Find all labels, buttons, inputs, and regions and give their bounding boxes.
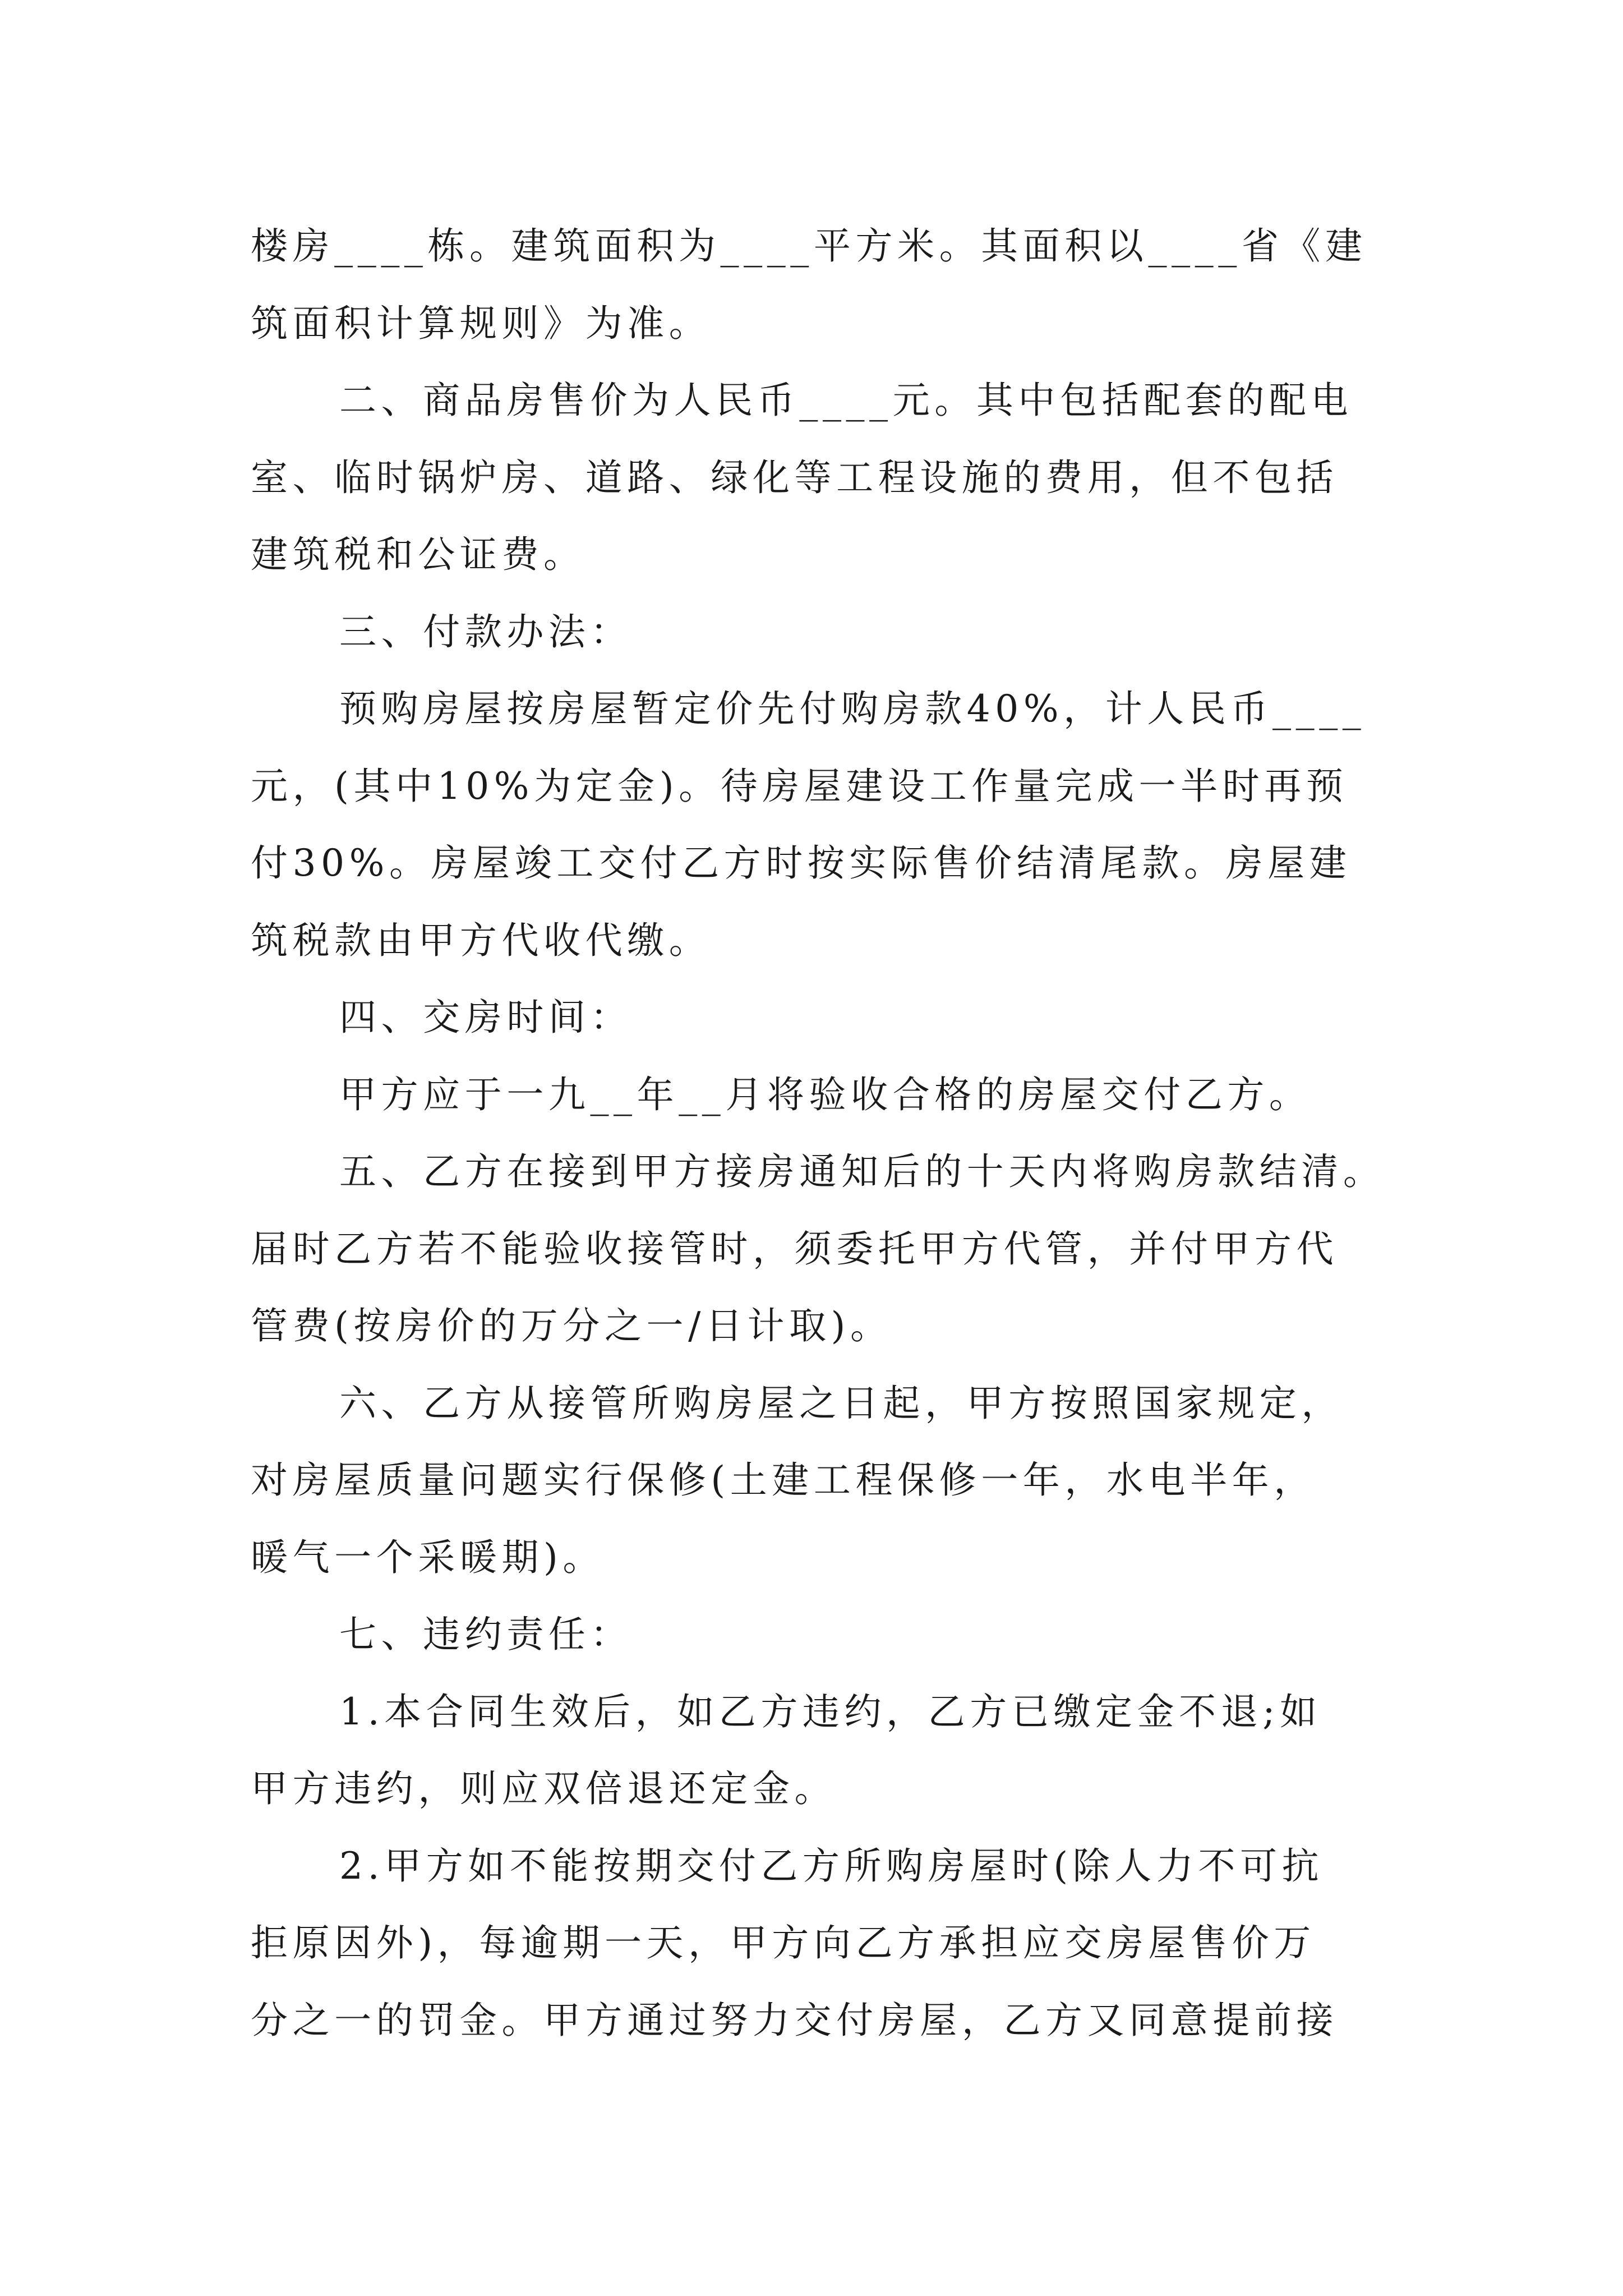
text-line: 筑面积计算规则》为准。 (251, 301, 711, 345)
text-line: 届时乙方若不能验收接管时，须委托甲方代管，并付甲方代 (251, 1227, 1339, 1271)
text-line: 元，(其中10%为定金)。待房屋建设工作量完成一半时再预 (251, 764, 1348, 808)
text-line: 甲方应于一九__年__月将验收合格的房屋交付乙方。 (339, 1073, 1311, 1116)
text-line: 六、乙方从接管所购房屋之日起，甲方按照国家规定， (339, 1381, 1343, 1425)
text-line: 对房屋质量问题实行保修(土建工程保修一年，水电半年， (251, 1458, 1316, 1502)
text-line: 拒原因外)，每逾期一天，甲方向乙方承担应交房屋售价万 (251, 1921, 1316, 1964)
text-line: 三、付款办法： (339, 610, 633, 654)
text-line: 分之一的罚金。甲方通过努力交付房屋，乙方又同意提前接 (251, 1998, 1339, 2042)
contract-text (251, 208, 1384, 2059)
text-line: 七、违约责任： (339, 1613, 633, 1656)
text-line: 建筑税和公证费。 (251, 533, 585, 576)
text-line: 2.甲方如不能按期交付乙方所购房屋时(除人力不可抗 (339, 1844, 1324, 1888)
text-line: 暖气一个采暖期)。 (251, 1535, 605, 1579)
text-line: 二、商品房售价为人民币____元。其中包括配套的配电 (339, 379, 1353, 422)
text-line: 室、临时锅炉房、道路、绿化等工程设施的费用，但不包括 (251, 455, 1339, 499)
text-line: 1.本合同生效后，如乙方违约，乙方已缴定金不退;如 (339, 1690, 1322, 1733)
text-line: 楼房____栋。建筑面积为____平方米。其面积以____省《建 (251, 224, 1367, 268)
text-line: 付30%。房屋竣工交付乙方时按实际售价结清尾款。房屋建 (251, 841, 1352, 885)
text-line: 筑税款由甲方代收代缴。 (251, 918, 711, 962)
text-line: 五、乙方在接到甲方接房通知后的十天内将购房款结清。 (339, 1150, 1385, 1193)
text-line: 四、交房时间： (339, 996, 633, 1039)
text-line: 管费(按房价的万分之一/日计取)。 (251, 1304, 892, 1347)
text-line: 甲方违约，则应双倍退还定金。 (251, 1767, 837, 1810)
text-line: 预购房屋按房屋暂定价先付购房款40%，计人民币____ (339, 687, 1366, 730)
